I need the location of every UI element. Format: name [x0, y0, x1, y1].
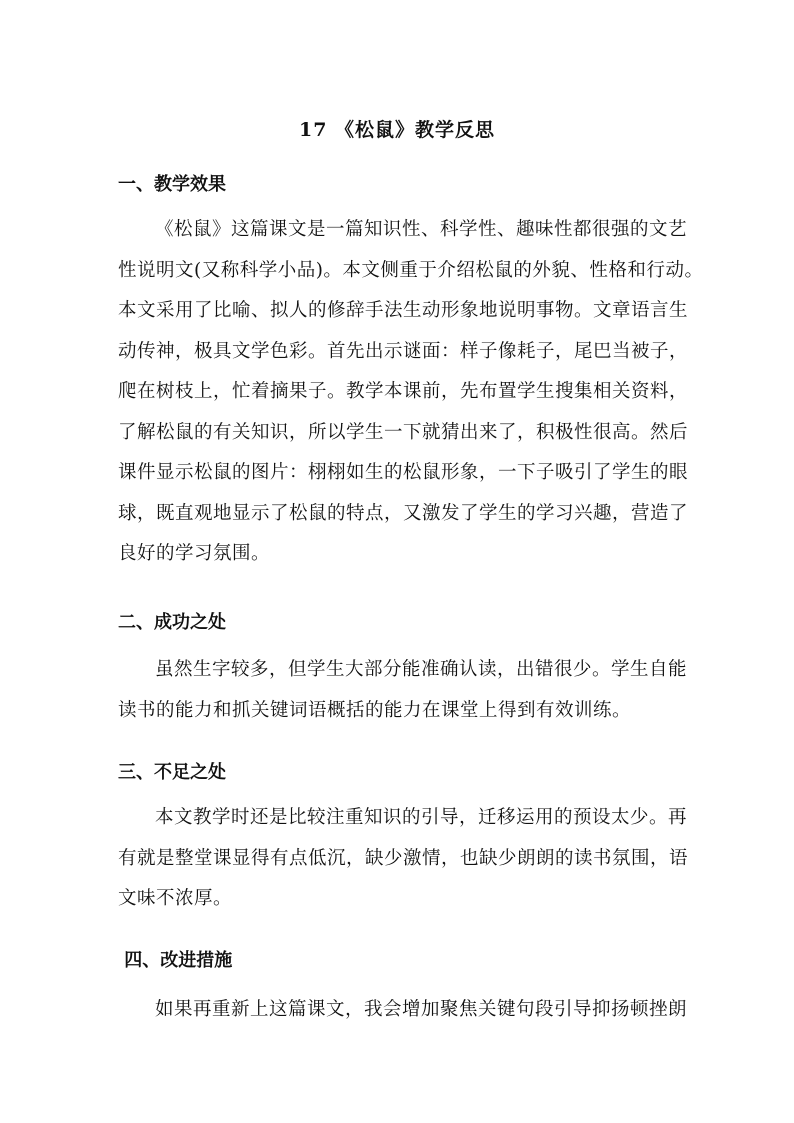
paragraph-line: 虽然生字较多，但学生大部分能准确认读，出错很少。学生自能 — [155, 659, 688, 680]
paragraph-line: 读书的能力和抓关键词语概括的能力在课堂上得到有效训练。 — [118, 699, 632, 721]
section-body-3 — [118, 798, 688, 920]
section-heading-4: 四、改进措施 — [118, 950, 233, 971]
paragraph-line: 球，既直观地显示了松鼠的特点，又激发了学生的学习兴趣，营造了 — [118, 502, 689, 524]
paragraph-line: 良好的学习氛围。 — [118, 543, 271, 564]
paragraph-line: 文味不浓厚。 — [118, 888, 233, 909]
paragraph-line: 如果再重新上这篇课文，我会增加聚焦关键句段引导抑扬顿挫朗 — [155, 999, 688, 1020]
paragraph-line: 本文采用了比喻、拟人的修辞手法生动形象地说明事物。文章语言生 — [118, 300, 689, 321]
paragraph-line: 《松鼠》这篇课文是一篇知识性、科学性、趣味性都很强的文艺 — [155, 219, 688, 240]
section-body-4 — [118, 990, 688, 1031]
section-heading-2: 二、成功之处 — [118, 612, 226, 633]
paragraph-line: 课件显示松鼠的图片：栩栩如生的松鼠形象，一下子吸引了学生的眼 — [118, 462, 689, 483]
paragraph-line: 有就是整堂课显得有点低沉，缺少激情，也缺少朗朗的读书氛围，语 — [118, 847, 689, 869]
section-body-1 — [118, 210, 704, 575]
paragraph-line: 了解松鼠的有关知识，所以学生一下就猜出来了，积极性很高。然后 — [118, 421, 689, 443]
paragraph-line: 性说明文(又称科学小品)。本文侧重于介绍松鼠的外貌、性格和行动。 — [118, 259, 704, 281]
paragraph-line: 本文教学时还是比较注重知识的引导，迁移运用的预设太少。再 — [155, 807, 688, 828]
paragraph-line: 爬在树枝上，忙着摘果子。教学本课前，先布置学生搜集相关资料， — [118, 381, 689, 402]
section-heading-3: 三、不足之处 — [118, 762, 226, 783]
section-heading-1: 一、教学效果 — [118, 174, 226, 195]
document-title: 17 《松鼠》教学反思 — [298, 119, 496, 141]
paragraph-line: 动传神，极具文学色彩。首先出示谜面：样子像耗子，尾巴当被子， — [118, 340, 689, 362]
section-body-2 — [118, 650, 688, 731]
